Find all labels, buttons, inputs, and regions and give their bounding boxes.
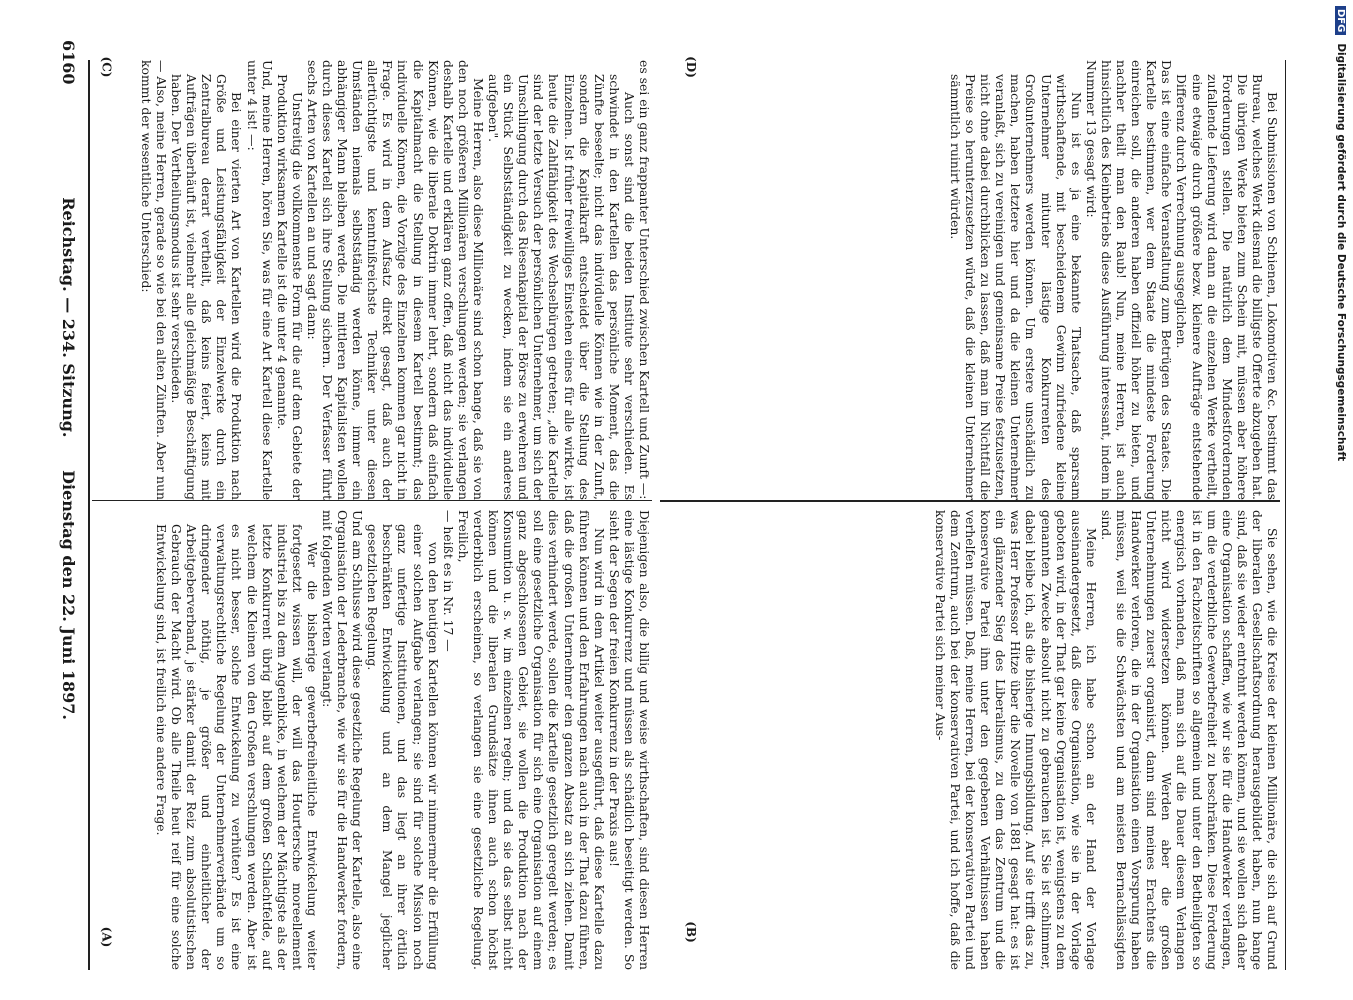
- paragraph: Wer die bisherige gewerbefreiheitliche Entwickelung weiter fortgesetzt wissen will, der will das Hourtersche moreellement industriel bis zu dem Augenblicke, in welchem der Mächtigste als der letzte Konkurrent übrig bleibt auf dem großen Schlachtfelde, auf welchem die Kleinen von den Großen verschlungen werden. Aber ist es nicht besser, solche Entwickelung zu verhüten? Es ist eine verwaltungsrechtliche Regelung der Unternehmerverbände um so dringender nöthig, je größer und einheitlicher der Arbeitgeberverband, je stärker damit der Reiz zum absolutistischen Gebrauch der Macht wird. Ob alle Theile heut reif für eine solche Entwickelung sind, ist freilich eine andere Frage.: [154, 524, 320, 970]
- column-rule-right: [660, 500, 1280, 502]
- paragraph: Diejenigen also, die billig und weise wirthschaften, sind diesen Herren eine lästige Konkurrenz und müssen als schädlich beseitigt werden. So sieht der Segen der freien Konkurrenz in der Praxis aus!: [606, 510, 652, 970]
- paragraph: Und am Schlusse wird diese gesetzliche Regelung der Kartelle, also eine Organisation der Lederbranche, wie wir sie für die Handwerker fordern, mit folgenden Worten verlangt:: [320, 510, 366, 970]
- right-column-continued: [660, 510, 1280, 970]
- paragraph: Bei Submissionen von Schienen, Lokomotiven &c. bestimmt das Bureau, welches Werk diesmal die billigste Offerte abzugeben hat. Die übrigen Werke bieten zum Schein mit, müssen aber höhere Forderungen stellen. Die natürlich dem Mindestfordernden zufallende Lieferung wird dann an die einzelnen Werke vertheilt, eine etwaige durch größere bezw. kleinere Aufträge entstehende Differenz durch Verrechnung ausgeglichen.: [1174, 74, 1280, 500]
- left-column: [92, 60, 652, 500]
- dfg-logo: DFG: [1336, 6, 1347, 35]
- paragraph: Sie sehen, wie die Kreise der kleinen Millionäre, die sich auf Grund der liberalen Gesellschaftsordnung herausgebildet haben, nun bange sind, daß sie wieder entrohnt werden können, und sie wollen sich daher eine Organisation schaffen, wie wir sie für die Handwerker verlangen, um die verderbliche Gewerbefreiheit zu beschränken. Diese Forderung ist in den Fachzeitschriften so allgemein und unter den Betheiligten so energisch vorhanden, daß man sich auf die Dauer diesem Verlangen nicht wird widersetzen können. Werden aber die großen Unternehmungen zuerst organisirt, dann sind meines Erachtens die Handwerker verloren, die in der Organisation einen Vorsprung haben müssen, weil sie die Schwächsten und am meisten Bernachlässigten sind.: [1098, 510, 1280, 970]
- credit-text: Digitalisierung gefördert durch die Deutsche Forschungsgemeinschaft: [1335, 43, 1347, 462]
- paragraph: es sei ein ganz frappanter Unterschied zwischen Kartell und Zunft —:: [637, 60, 652, 500]
- paragraph: Und, meine Herren, hören Sie, was für eine Art Kartell diese Kartelle unter 4 ist! —:: [244, 60, 275, 500]
- right-column-box: [92, 510, 652, 970]
- marker-a: (A): [99, 926, 114, 948]
- right-column: [92, 510, 652, 970]
- header-left-title: Reichstag. — 234. Sitzung.: [59, 197, 79, 438]
- header-page-number: 6160: [59, 40, 79, 85]
- marker-b: (B): [683, 921, 698, 943]
- credit-row: [1333, 6, 1349, 996]
- paragraph: — heißt es in Nr. 17 —: [440, 510, 456, 652]
- column-rule-left: [92, 500, 652, 501]
- paragraph: — Also, meine Herren, gerade so wie bei den alten Zünften. Aber nun kommt der wesentliche Unterschied:: [138, 60, 169, 500]
- outer-rule: [1285, 60, 1286, 970]
- right-column-box-2: [660, 510, 1280, 970]
- paragraph: Das ist eine einfache Veranstaltung zum Betrügen des Staates. Die Kartelle bestimmen, wer dem Staate die mindeste Forderung einreichen soll, die anderen haben offiziell höher zu bieten, und nachher theilt man den Raub! Nun, meine Herren, ist auch hinsichtlich des Kleinbetriebs diese Ausführung interessant, indem in Nummer 13 gesagt wird:: [1083, 60, 1175, 500]
- marker-d: (D): [683, 56, 698, 78]
- header-divider: [88, 60, 90, 970]
- paragraph: Nun wird in dem Artikel weiter ausgeführt, daß diese Kartelle dazu führen können und den Erfahrungen nach auch in der That dazu führen, daß die großen Unternehmer den ganzen Absatz an sich ziehen. Damit dies verhindert werde, sollen die Kartelle gesetzlich geregelt werden; es soll eine gesetzliche Organisation für sich eine Organisation auf einem ganz abgeschlossenen Gebiet, sie wollen die Produktion nach der Konsumtion u. s. w. im einzelnen regeln; und da sie das selbst nicht können und die liberalen Grundsätze ihnen auch schon höchst verderblich erscheinen, so verlangen sie eine gesetzliche Regelung. Freilich,: [455, 510, 607, 970]
- paragraph: Unstreitig die vollkommenste Form für die auf dem Gebiete der Produktion wirksamen Kartelle ist die unter 4 genannte.: [274, 74, 305, 500]
- paragraph: Meine Herren, also diese Millionäre sind schon bange, daß sie von den noch größeren Millionären verschlungen werden; sie verlangen deshalb Kartelle und erklären ganz offen, daß nicht das individuelle Können, wie die liberale Doktrin immer lehrt, sondern daß einfach die Kapitalmacht die Stellung in diesem Kartell bestimmt; das individuelle Können, die Vorzüge des Einzelnen kommen gar nicht in Frage. Es wird in dem Aufsatz direkt gesagt, daß auch der allertüchtigste und kenntnißreichste Techniker unter diesen Umständen niemals selbstständig werden könne, immer ein abhängiger Mann bleiben werde. Die mittleren Kapitalisten wollen durch dieses Kartell sich ihre Stellung sichern. Der Verfasser führt sechs Arten von Kartellen an und sagt dann:: [304, 60, 486, 500]
- header-text-row: [52, 40, 86, 980]
- header-strip: [52, 40, 86, 980]
- paragraph: Meine Herren, ich habe schon an der Hand der Vorlage auseinandergesetzt, daß diese Organisation, wie sie in der Vorlage geboten wird, in der That gar keine Organisation ist, wenigstens zu dem genannten Zwecke absolut nicht zu gebrauchen ist. Sie ist schlimmer, dabei bleibe ich, als die bisherige Innungsbildung. Auf sie trifft das zu, was Herr Professor Hitze über die Novelle von 1881 gesagt hat: es ist ein glänzender Sieg des Liberalismus, zu dem das Zentrum und die konservative Partei ihm unter den gegebenen Verhältnissen haben verhelfen müssen. Daß, meine Herren, bei der konservativen Partei und dem Zentrum, auch bei der konservativen Partei, und ich hoffe, daß die konservative Partei sich meiner Aus-: [932, 510, 1099, 970]
- paragraph: Bei einer vierten Art von Kartellen wird die Produktion nach Größe und Leistungsfähigkeit der Einzelwerke durch ein Zentralbureau derart vertheilt, daß keins feiert, keins mit Aufträgen überhäuft ist, vielmehr alle gleichmäßige Beschäftigung haben. Der Vertheilungsmodus ist sehr verschieden.: [169, 74, 245, 500]
- paragraph: von den heutigen Kartellen können wir nimmermehr die Erfüllung einer solchen Aufgabe verlangen; sie sind für solche Mission noch ganz unfertige Institutionen, und das liegt an ihrer örtlich beschränkten Entwickelung und an dem Mangel jeglicher gesetzlichen Regelung.: [365, 524, 441, 970]
- left-column-box: [92, 60, 652, 500]
- left-column-continued: [660, 60, 1280, 500]
- paragraph: Nun ist es ja eine bekannte Thatsache, daß sparsam wirthschaftende, mit bescheidenem Gewinn zufriedene kleine Unternehmer mitunter lästige Konkurrenten des Großunternehmers werden können. Um erstere unschädlich zu machen, haben letztere hier und da die kleinen Unternehmer veranlaßt, sich zu vereinigen und gemeinsame Preise festzusetzen, nicht ohne dabei durchblicken zu lassen, daß man im Nichtfall die Preise so herunterzusetzen würde, daß die kleinen Unternehmer sämmtlich ruinirt würden.: [948, 74, 1084, 500]
- marker-c: (C): [99, 56, 114, 78]
- header-right-title: Dienstag den 22. Juni 1897.: [59, 470, 79, 720]
- paragraph: Auch sonst sind die beiden Institute sehr verschieden. Es schwindet in den Kartellen das persönliche Moment, das die Zünfte beseelte; nicht das individuelle Können wie in der Zunft, sondern die Kapitalkraft entscheidet über die Stellung des Einzelnen. Ist früher freiwilliges Einstehen eines für alle wirkte, ist heute die Zahlfähigkeit des Wechselbürgen getreten; „die Kartelle sind der letzte Versuch der persönlichen Unternehmer, um sich der Umschlingung durch das Riesenkapital der Börse zu erwehren und ein Stück Selbstständigkeit zu wecken, indem sie ein anderes aufgeben".: [486, 74, 637, 500]
- digitization-credit: [1333, 6, 1349, 996]
- left-column-box-2: [660, 60, 1280, 500]
